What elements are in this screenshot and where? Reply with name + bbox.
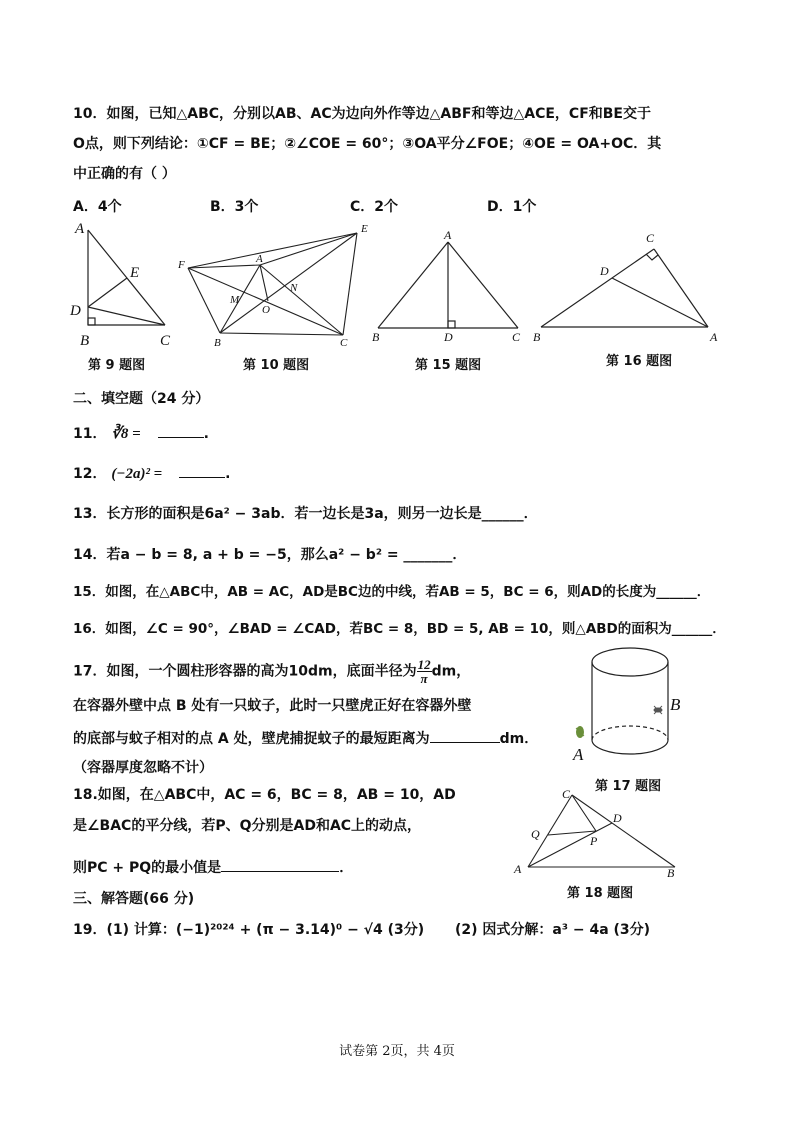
q17-fraction-denominator: π [420, 671, 428, 686]
figure-9 [88, 230, 165, 325]
fig10-label-o: O [262, 304, 270, 316]
q17-text-d: dm． [499, 731, 539, 747]
fig9-label-d: D [70, 303, 81, 319]
q11-end: . [203, 426, 209, 442]
q10-option-d: D．1个 [487, 199, 537, 215]
mosquito-icon [654, 706, 662, 714]
q12-number: 12． [73, 466, 107, 482]
figure-15 [378, 242, 518, 328]
q12-expression: (−2a)² = [111, 466, 163, 482]
fig16-label-d: D [600, 264, 609, 278]
q11-answer-blank[interactable] [158, 423, 204, 438]
fig10-label-m: M [230, 294, 240, 306]
fig18-label-p: P [590, 834, 598, 848]
q18-text-a: 则PC + PQ的最小值是 [73, 860, 222, 876]
fig10-label-e: E [361, 223, 368, 235]
fig10-label-b: B [214, 337, 221, 349]
q17-fraction-numerator: 12 [417, 657, 431, 672]
q11 [73, 423, 209, 444]
figure-18 [510, 785, 690, 880]
q10-option-b: B．3个 [210, 199, 259, 215]
figure-16 [541, 249, 708, 327]
fig17-label-b: B [670, 695, 681, 714]
page-footer: 试卷第 2页，共 4页 [339, 1044, 455, 1059]
q12 [73, 463, 230, 484]
fig18-label-d: D [613, 811, 622, 825]
fig18-caption: 第 18 题图 [567, 886, 634, 901]
q10-option-c: C．2个 [350, 199, 399, 215]
figure-17 [570, 640, 690, 775]
q11-number: 11． [73, 426, 107, 442]
figure-10 [188, 233, 357, 335]
q17-line2: 在容器外壁中点 B 处有一只蚊子，此时一只壁虎正好在容器外壁 [73, 698, 472, 714]
fig10-label-a: A [256, 253, 263, 265]
fig18-label-a: A [514, 862, 522, 876]
q18-line1: 18.如图，在△ABC中，AC = 6，BC = 8，AB = 10，AD [73, 787, 456, 803]
q10-line3: 中正确的有（ ） [73, 166, 176, 182]
q14: 14．若a − b = 8, a + b = −5，那么a² − b² = _______． [73, 547, 467, 563]
q17-text-b: dm， [431, 663, 471, 680]
q17-answer-blank[interactable] [430, 728, 500, 743]
fig10-label-n: N [290, 282, 298, 294]
q17-line4: （容器厚度忽略不计） [73, 760, 213, 776]
q16: 16．如图，∠C = 90°，∠BAD = ∠CAD，若BC = 8，BD = 5, AB = 10，则△ABD的面积为______． [73, 621, 726, 637]
fig18-label-q: Q [531, 827, 540, 841]
fig18-label-c: C [562, 787, 571, 801]
fig9-label-c: C [160, 333, 171, 349]
q17-line3 [73, 728, 538, 749]
q11-expression: ∛8 = [111, 426, 141, 442]
fig17-caption: 第 17 题图 [595, 779, 662, 794]
fig16-label-c: C [646, 231, 655, 245]
fig10-caption: 第 10 题图 [243, 358, 310, 373]
figures-row [0, 215, 794, 355]
q18-answer-blank[interactable] [221, 857, 339, 872]
section-2-heading: 二、填空题（24 分） [73, 391, 210, 407]
fig16-label-b: B [533, 330, 541, 344]
gecko-icon [576, 726, 584, 738]
fig15-label-a: A [444, 228, 452, 242]
q15: 15．如图，在△ABC中，AB = AC，AD是BC边的中线，若AB = 5，BC = 6，则AD的长度为______． [73, 584, 711, 600]
fig15-label-c: C [512, 330, 521, 344]
q12-answer-blank[interactable] [179, 463, 225, 478]
q18-line2: 是∠BAC的平分线，若P、Q分别是AD和AC上的动点， [73, 818, 422, 834]
q10-option-a: A．4个 [73, 199, 122, 215]
q18-text-b: ． [339, 860, 354, 876]
fig9-caption: 第 9 题图 [88, 358, 146, 373]
q17-text-a: 17．如图，一个圆柱形容器的高为10dm，底面半径为 [73, 663, 417, 680]
q13: 13．长方形的面积是6a² − 3ab．若一边长是3a，则另一边长是______． [73, 506, 538, 522]
q19-part2: (2) 因式分解：a³ − 4a (3分) [455, 922, 651, 938]
q17-line1 [73, 658, 470, 685]
fig9-label-b: B [80, 333, 90, 349]
fig18-label-b: B [667, 866, 675, 880]
fig15-label-b: B [372, 330, 380, 344]
fig10-label-f: F [178, 259, 185, 271]
q17-fraction [417, 658, 432, 685]
q18-line3 [73, 857, 353, 878]
q19-part1: 19．(1) 计算：(−1)²⁰²⁴ + (π − 3.14)⁰ − √4 (3分) [73, 922, 425, 938]
fig15-label-d: D [444, 330, 453, 344]
fig16-label-a: A [710, 330, 718, 344]
fig9-label-e: E [130, 265, 140, 281]
fig15-caption: 第 15 题图 [415, 358, 482, 373]
fig17-label-a: A [573, 745, 584, 764]
q12-end: . [225, 466, 231, 482]
q17-text-c: 的底部与蚊子相对的点 A 处，壁虎捕捉蚊子的最短距离为 [73, 731, 430, 747]
fig10-label-c: C [340, 337, 348, 349]
q10-line1: 10．如图，已知△ABC，分别以AB、AC为边向外作等边△ABF和等边△ACE，CF和BE交于 [73, 106, 651, 122]
section-3-heading: 三、解答题(66 分) [73, 891, 195, 907]
fig9-label-a: A [75, 221, 85, 237]
fig16-caption: 第 16 题图 [606, 354, 673, 369]
q10-line2: O点，则下列结论：①CF = BE；②∠COE = 60°；③OA平分∠FOE；④OE = OA+OC．其 [73, 136, 662, 152]
